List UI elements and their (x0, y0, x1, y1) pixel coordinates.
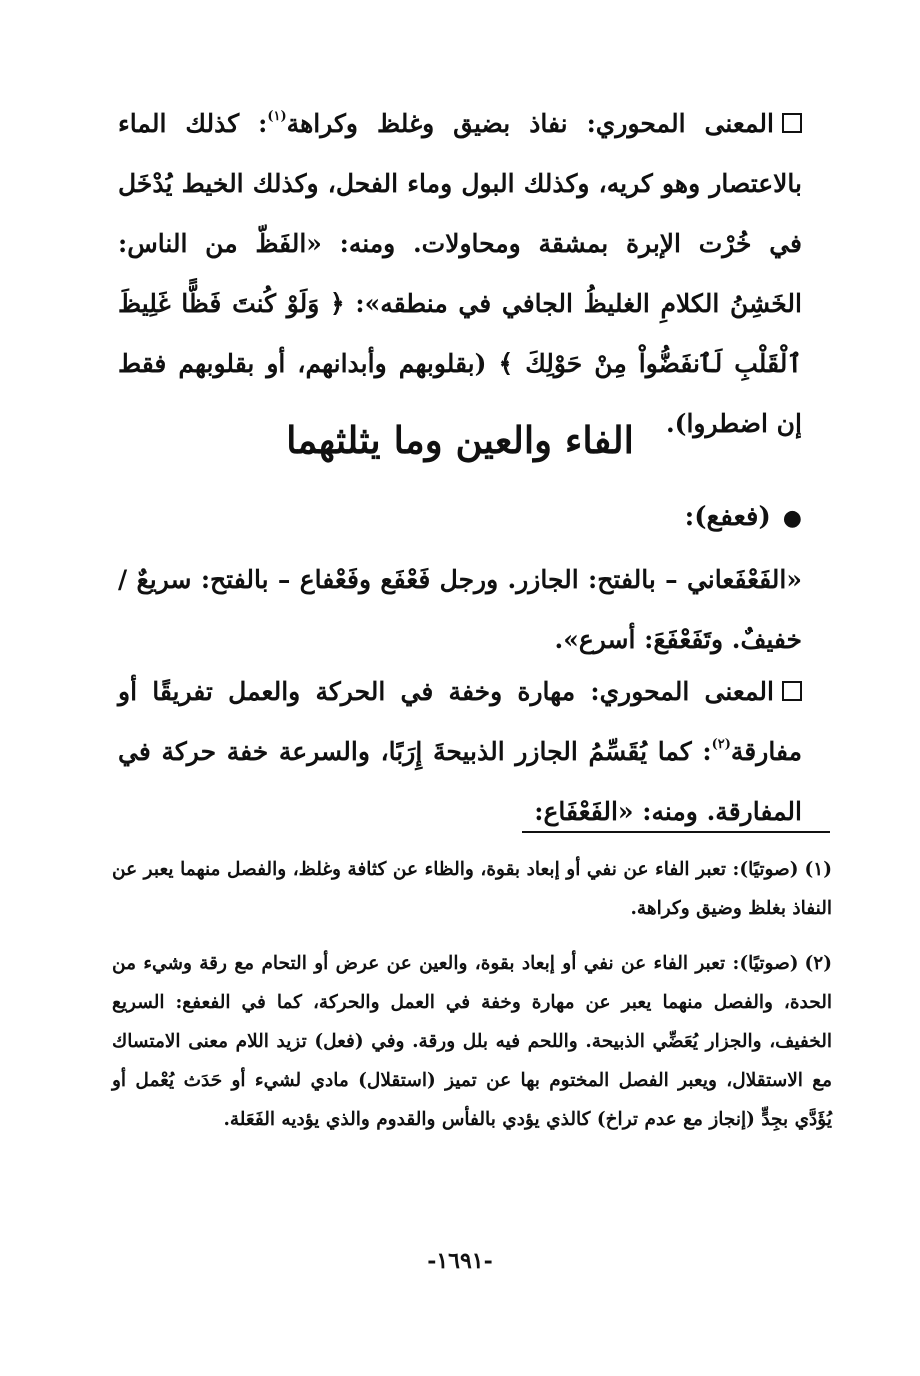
footnote-divider (522, 831, 830, 833)
square-bullet-icon (782, 681, 802, 701)
footnote-number: (٢) (804, 953, 832, 974)
footnote-ref-2: (٢) (711, 737, 731, 752)
entry-title (685, 490, 802, 545)
paragraph-faafaa-meaning (118, 662, 802, 842)
footnote-2 (112, 944, 832, 1139)
paragraph-faza-meaning (118, 94, 802, 454)
square-bullet-icon (782, 113, 802, 133)
meaning-text: : كذلك الماء بالاعتصار وهو كريه، وكذلك البول وماء الفحل، وكذلك الخيط يُدْخَل في خُرْت الإبرة بمشقة ومحاولات. ومنه: «الفَظّ من الناس: الخَشِنُ الكلامِ الغليظُ الجافي في منطقه»: ﴿ وَلَوْ كُنتَ فَظًّا غَلِيظَ ٱلْقَلْبِ لَٱنفَضُّواْ مِنْ حَوْلِكَ ﴾ (بقلوبهم وأبدانهم، أو بقلوبهم فقط إن اضطروا). (118, 109, 802, 438)
footnote-text: (صوتيًا): تعبر الفاء عن نفي أو إبعاد بقوة، والظاء عن كثافة وغلظ، والفصل منهما يعبر عن النفاذ بغلظ وضيق وكراهة. (112, 859, 832, 919)
meaning-lead: المعنى المحوري: نفاذ بضيق وغلظ وكراهة (286, 109, 774, 138)
page-number: -١٦٩١- (427, 1248, 493, 1274)
footnote-1 (112, 850, 832, 928)
dot-bullet-icon: ● (782, 505, 802, 531)
entry-word: (فعفع): (684, 502, 771, 532)
section-heading: الفاء والعين وما يثلثهما (286, 418, 634, 462)
paragraph-faafaa-definition: «الفَعْفَعاني – بالفتح: الجازر. ورجل فَعْفَع وفَعْفاع – بالفتح: سريعٌ / خفيفٌ. وتَفَعْفَعَ: أسرع». (118, 565, 802, 654)
footnote-ref-1: (١) (267, 109, 287, 124)
meaning-text: : كما يُقَسِّمُ الجازر الذبيحةَ إِرَبًا، والسرعة خفة حركة في المفارقة. ومنه: «الفَعْفَاع: (118, 737, 802, 826)
footnote-number: (١) (804, 859, 832, 880)
meaning-lead: المعنى المحوري: مهارة وخفة في الحركة والعمل تفريقًا أو مفارقة (118, 677, 802, 766)
footnote-text: (صوتيًا): تعبر الفاء عن نفي أو إبعاد بقوة، والعين عن عرض أو التحام مع رقة وشيء من الحدة، والفصل منهما يعبر عن مهارة وخفة في العمل والحركة، كما في الفعفع: السريع الخفيف، والجزار يُعَضِّي الذبيحة. واللحم فيه بلل ورقة. وفي (فعل) تزيد اللام معنى الامتساك مع الاستقلال، ويعبر الفصل المختوم بها عن تميز (استقلال) مادي لشيء أو حَدَث يُعْمل أو يُؤَدَّي بجِدٍّ (إنجاز مع عدم تراخ) كالذي يؤدي بالفأس والقدوم والذي يؤديه الفَعَلة. (112, 953, 832, 1130)
